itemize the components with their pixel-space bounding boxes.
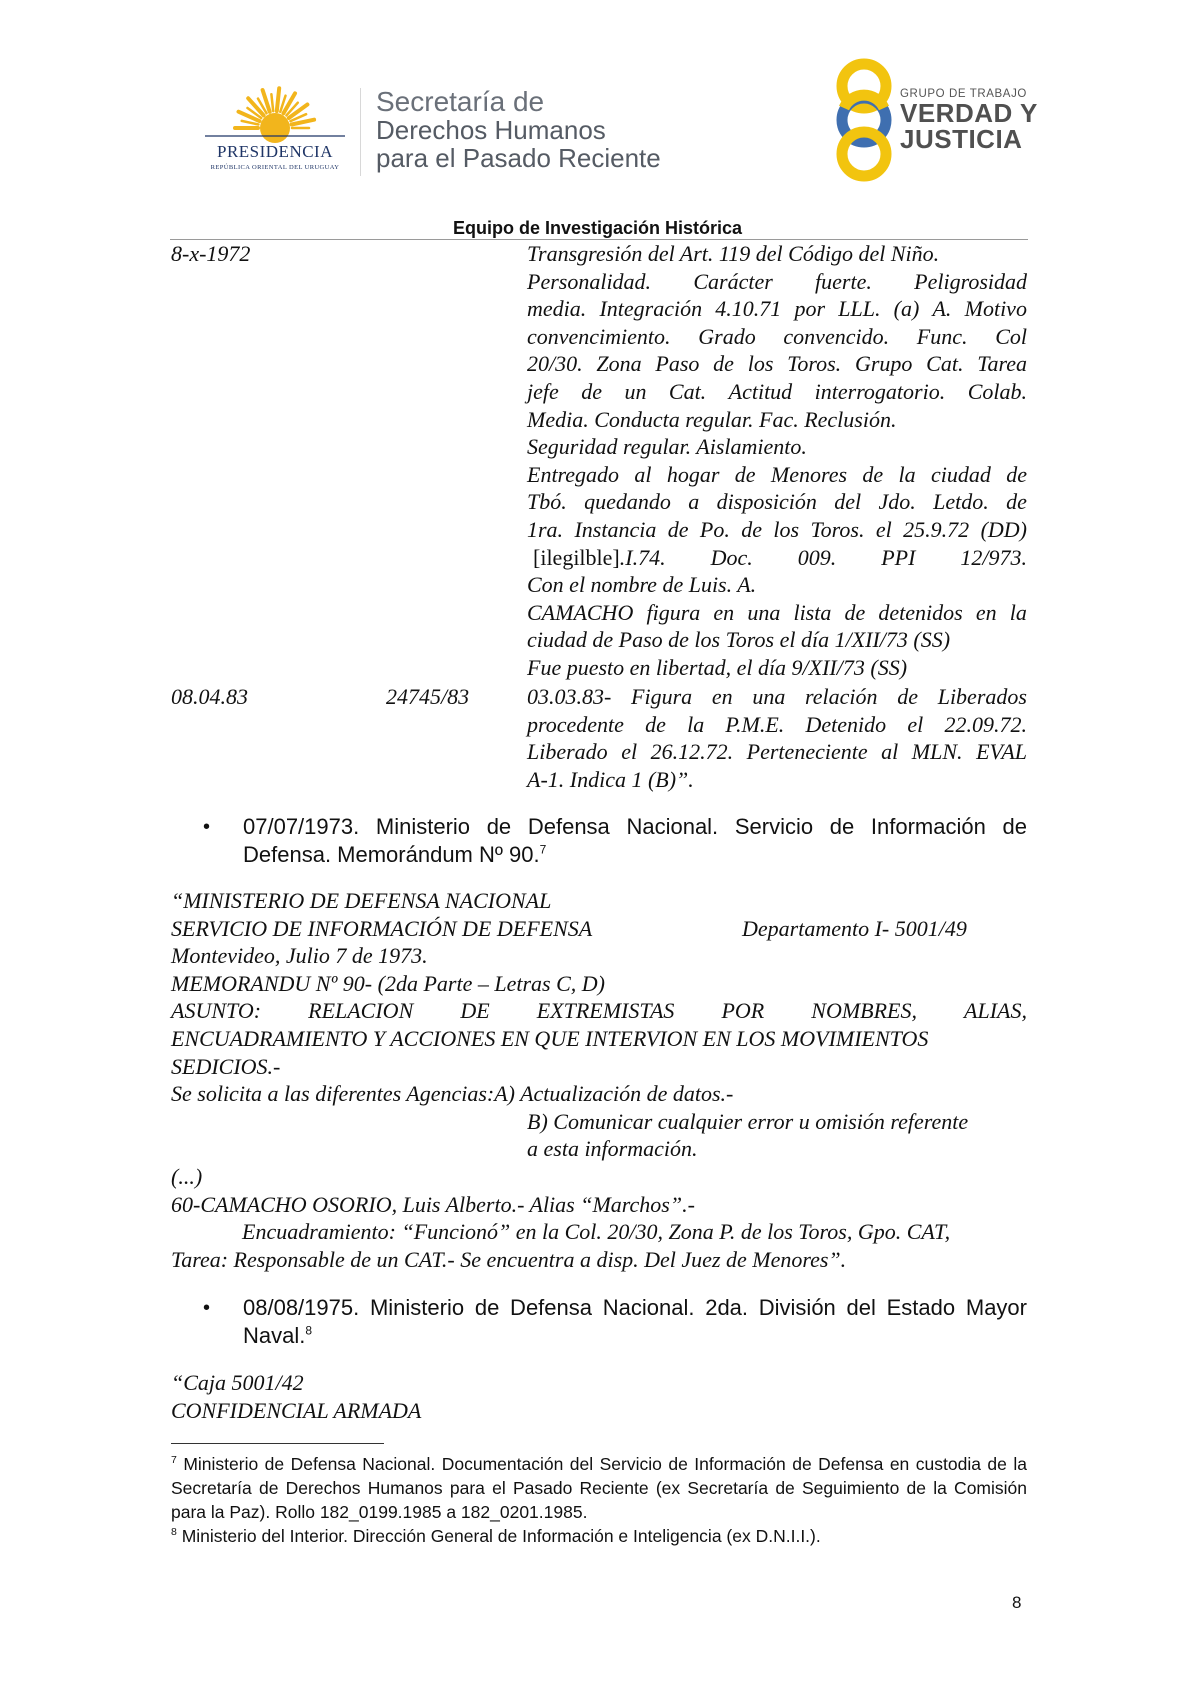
line-word: de [862,461,884,487]
memo-line [171,915,1027,943]
line-word: 26.12.72. [650,739,734,765]
memo-department: Departamento I- 5001/49 [742,915,967,941]
line-word: una [752,684,786,709]
record-line [527,516,1027,544]
record-line: A-1. Indica 1 (B)”. [527,766,694,792]
memo-line: (...) [171,1163,203,1189]
line-word: Tbó. [527,489,567,515]
line-word: 20/30. [527,351,583,377]
line-word: Motivo [964,296,1027,322]
record-line [527,488,1027,516]
line-word: procedente [527,711,624,737]
line-word: Toros. [810,516,865,542]
gtvj-line-2: VERDAD Y [900,98,1038,128]
footnote [171,1524,1027,1548]
sun-disk [260,113,290,143]
memo-line: a esta información. [527,1136,698,1162]
line-word: LLL. [838,296,881,322]
line-word: Colab. [967,378,1027,404]
record-doc-word: Doc. [710,544,753,570]
record-line [527,268,1027,296]
line-word: de [713,351,734,377]
record-line: Con el nombre de Luis. A. [527,572,757,598]
caja-line: “Caja 5001/42 [171,1370,304,1395]
line-word: Instancia [574,516,657,542]
memo-word: NOMBRES, [811,998,917,1024]
line-word: por [794,296,826,322]
record-word: fuerte. [815,268,872,294]
line-word: al [634,461,652,487]
secretaria-line-3: para el Pasado Reciente [376,143,661,173]
line-word: Letdo. [933,489,989,515]
memo-line: Se solicita a las diferentes Agencias:A) Actualización de datos.- [171,1081,734,1107]
line-word: detenidos [878,599,963,625]
line-word: Po. [699,516,730,542]
header-divider [360,88,361,176]
record-description [527,240,1027,682]
secretaria-line-1: Secretaría de [376,86,545,117]
presidencia-name: PRESIDENCIA [216,142,333,161]
secretaria-line-2: Derechos Humanos [376,115,606,145]
record-line [527,350,1027,378]
record-number: 24745/83 [386,684,470,709]
record-word: Personalidad. [527,268,652,294]
memo-line: 60-CAMACHO OSORIO, Luis Alberto.- Alias “Marchos”.- [171,1191,695,1217]
record-line: Fue puesto en libertad, el día 9/XII/73 (SS) [527,654,908,680]
record-line [527,544,1027,572]
gtvj-line-1: GRUPO DE TRABAJO [900,88,1027,100]
gtvj-title [900,88,1038,152]
memo-word: ALIAS, [964,998,1027,1024]
page-number: 8 [1012,1593,1022,1612]
line-word: una [747,599,781,625]
line-word: Integración [599,296,703,322]
record-line [527,323,1027,351]
line-word: (a) [893,296,920,322]
line-word: Detenido [805,711,887,737]
line-word: la [898,461,916,487]
line-word: Func. [916,323,968,349]
line-word: de [581,378,602,404]
line-word: 03.03.83- [527,684,612,709]
line-word: Figura [631,684,693,709]
line-word: interrogatorio. [814,378,946,404]
record-line: ciudad de Paso de los Toros el día 1/XII/73 (SS) [527,627,951,653]
line-word: media. [527,296,587,322]
record-line [527,599,1027,627]
footnote [171,1452,1027,1524]
line-word: de [844,599,866,625]
line-word: la [1009,599,1027,625]
presidencia-subtitle: REPÚBLICA ORIENTAL DEL URUGUAY [210,164,340,171]
memo-asunto-line [171,997,1027,1025]
footnote-text: Ministerio del Interior. Dirección General de Información e Inteligencia (ex D.N.I.I.). [176,1526,821,1546]
line-word: figura [646,599,701,625]
record-word: Carácter [693,268,773,294]
memo-line: SEDICIOS.- [171,1053,281,1079]
line-word: 1ra. [527,516,564,542]
line-word: de [645,711,666,737]
record-doc-word: 12/973. [960,544,1027,570]
line-word: Liberados [937,684,1027,709]
record-description [527,683,1027,793]
illegible-rest: .I.74. [619,544,666,570]
secretaria-title [376,88,661,172]
line-word: Grupo [854,351,913,377]
caja-quote [171,1369,1027,1424]
line-word: de [734,461,756,487]
bullet-icon: • [203,816,211,838]
memo-line: “MINISTERIO DE DEFENSA NACIONAL [171,888,552,913]
record-line [527,738,1027,766]
line-word: Jdo. [878,489,916,515]
memo-word: DE [460,998,490,1024]
footnote-number: 7 [171,1454,177,1467]
line-word: 25.9.72 [903,516,970,542]
line-word: lista [793,599,832,625]
line-word: de [1006,489,1027,515]
line-word: Col [995,323,1027,349]
memo-line: Tarea: Responsable de un CAT.- Se encuentra a disp. Del Juez de Menores”. [171,1246,847,1272]
line-word: Zona [596,351,642,377]
sun-ray [277,88,279,111]
bullet-text-body: 07/07/1973. Ministerio de Defensa Nacional. Servicio de Información de Defensa. Memorándum Nº 90. [243,814,1027,867]
line-word: la [687,711,705,737]
gtvj-line-3: JUSTICIA [900,124,1023,154]
memo-line: ENCUADRAMIENTO Y ACCIONES EN QUE INTERVION EN LOS MOVIMIENTOS [171,1025,929,1051]
team-title: Equipo de Investigación Histórica [452,218,743,238]
bullet-text [243,813,1027,869]
line-word: A. [932,296,952,322]
line-word: EVAL [976,739,1027,765]
line-word: Entregado [527,461,620,487]
line-word: Tarea [977,351,1027,377]
line-word: quedando [584,489,671,515]
record-date: 8-x-1972 [171,241,251,266]
line-word: un [624,378,647,404]
line-word: Grado [698,323,756,349]
line-word: Toros. [787,351,842,377]
memo-line: Montevideo, Julio 7 de 1973. [171,943,428,969]
line-word: P.M.E. [725,711,785,737]
record-illegible [527,544,666,572]
line-word: el [621,739,638,765]
line-word: CAMACHO [527,599,634,625]
record-line: Media. Conducta regular. Fac. Reclusión. [527,406,897,432]
line-word: Menores [770,461,848,487]
line-word: 22.09.72. [944,711,1027,737]
footnote-ref[interactable]: 8 [305,1323,313,1338]
line-word: el [875,516,892,542]
line-word: MLN. [911,739,963,765]
line-word: a [688,489,700,515]
line-word: del [834,489,862,515]
line-word: Paso [655,351,700,377]
line-word: jefe [527,378,559,404]
record-doc-word: 009. [797,544,837,570]
memo-line: B) Comunicar cualquier error u omisión referente [527,1108,969,1134]
memo-line: MEMORANDU Nº 90- (2da Parte – Letras C, D) [171,970,605,996]
line-word: de [897,684,918,709]
line-word: convencimiento. [527,323,671,349]
line-word: de [1006,461,1027,487]
record-line [527,711,1027,739]
line-word: Liberado [527,739,608,765]
memo-word: ASUNTO: [171,998,262,1024]
memo-word: POR [721,998,765,1024]
line-word: hogar [666,461,720,487]
footnote-ref[interactable]: 7 [539,842,547,857]
line-word: Cat. [668,378,707,404]
record-date: 08.04.83 [171,684,248,709]
memo-service: SERVICIO DE INFORMACIÓN DE DEFENSA [171,915,593,941]
line-word: ciudad [930,461,991,487]
record-line [527,378,1027,406]
record-line: Transgresión del Art. 119 del Código del Niño. [527,241,940,266]
line-word: Perteneciente [746,739,868,765]
line-word: 4.10.71 [715,296,782,322]
record-line [527,295,1027,323]
line-word: Actitud [728,378,793,404]
record-doc-word: PPI [881,544,916,570]
record-line [527,683,1027,711]
memo-quote [171,887,1027,1273]
record-line: Seguridad regular. Aislamiento. [527,434,807,460]
footnotes [171,1452,1027,1548]
sun-ray [271,94,273,111]
line-word: (DD) [980,516,1027,542]
line-word: de [667,516,689,542]
line-word: en [711,684,733,709]
line-word: al [881,739,899,765]
memo-word: RELACION [308,998,414,1024]
illegible-marker: [ilegilble] [533,544,620,570]
line-word: convencido. [783,323,890,349]
footnote-separator [171,1443,384,1444]
footnote-text: Ministerio de Defensa Nacional. Documentación del Servicio de Información de Defensa en custodia de la Secretaría de Derechos Humanos para el Pasado Reciente (ex Secretaría de Seguimiento de la Comisión para la Paz). Rollo 182_0199.1985 a 182_0201.1985. [171,1454,1027,1522]
caja-line: CONFIDENCIAL ARMADA [171,1397,422,1423]
line-word: disposición [716,489,817,515]
line-word: relación [805,684,878,709]
line-word: en [975,599,997,625]
bullet-text-body: 08/08/1975. Ministerio de Defensa Nacional. 2da. División del Estado Mayor Naval. [243,1295,1027,1348]
line-word: Cat. [926,351,964,377]
line-word: de [741,516,762,542]
line-word: en [713,599,735,625]
record-word: Peligrosidad [914,268,1027,294]
footnote-number: 8 [171,1526,177,1539]
record-line [527,461,1027,489]
memo-line: Encuadramiento: “Funcionó” en la Col. 20/30, Zona P. de los Toros, Gpo. CAT, [242,1219,951,1245]
line-word: los [747,351,774,377]
bullet-icon: • [203,1297,211,1319]
line-word: el [907,711,924,737]
bullet-text [243,1294,1027,1350]
line-word: los [773,516,800,542]
memo-word: EXTREMISTAS [536,998,675,1024]
